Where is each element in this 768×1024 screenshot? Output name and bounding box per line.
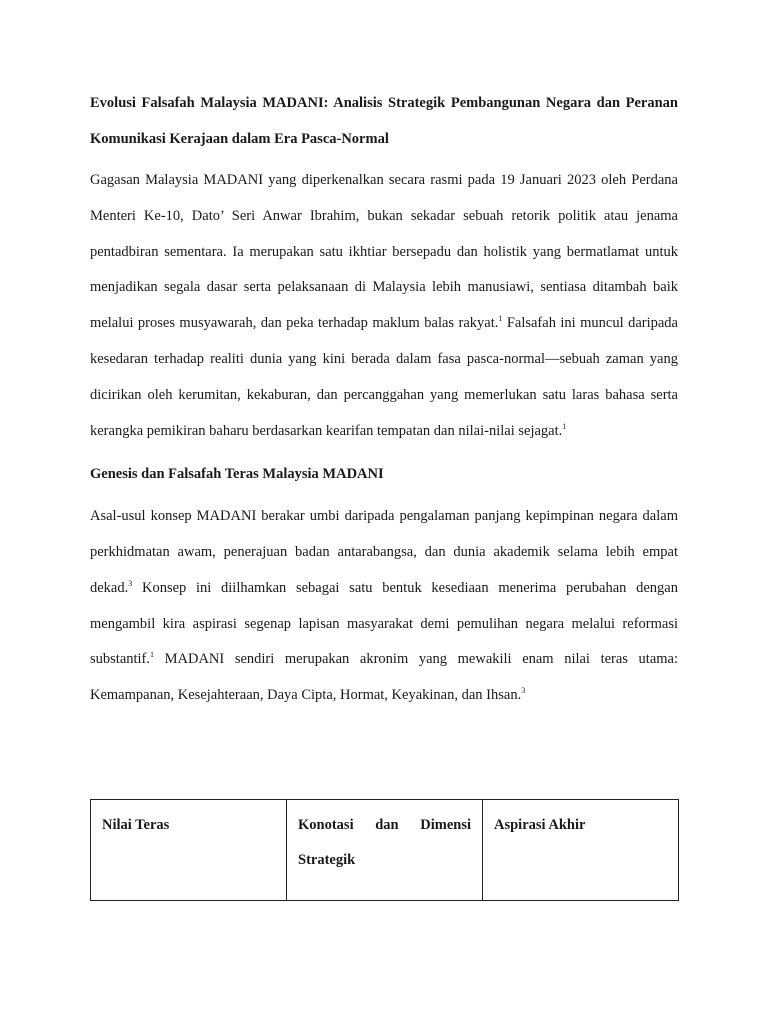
document-page xyxy=(90,86,678,714)
footnote-ref[interactable]: 3 xyxy=(521,686,526,696)
section-paragraph xyxy=(90,499,678,714)
section-text-2: Konsep ini diilhamkan sebagai satu bentuk kesediaan menerima perubahan dengan mengambil kira aspirasi segenap lapisan masyarakat demi pemulihan negara melalui reformasi substantif. xyxy=(90,579,678,668)
intro-text-1: Gagasan Malaysia MADANI yang diperkenalkan secara rasmi pada 19 Januari 2023 oleh Perdana Menteri Ke-10, Dato’ Seri Anwar Ibrahim, bukan sekadar sebuah retorik politik atau jenama pentadbiran sementara. Ia merupakan satu ikhtiar bersepadu dan holistik yang bermatlamat untuk menjadikan segala dasar serta pelaksanaan di Malaysia lebih manusiawi, sentiasa ditambah baik melalui proses musyawarah, dan peka terhadap maklum balas rakyat. xyxy=(90,172,678,332)
section-heading: Genesis dan Falsafah Teras Malaysia MADANI xyxy=(90,466,384,483)
footnote-ref[interactable]: 3 xyxy=(128,578,133,588)
footnote-ref[interactable]: 1 xyxy=(498,314,503,324)
section-text-1: Asal-usul konsep MADANI berakar umbi daripada pengalaman panjang kepimpinan negara dalam perkhidmatan awam, penerajuan badan antarabangsa, dan dunia akademik selama lebih empat dekad. xyxy=(90,508,678,596)
table-header-cell: Konotasi dan Dimensi Strategik xyxy=(287,800,483,901)
document-title: Evolusi Falsafah Malaysia MADANI: Analisis Strategik Pembangunan Negara dan Peranan Komunikasi Kerajaan dalam Era Pasca-Normal xyxy=(90,95,678,147)
table-header-row xyxy=(91,800,679,901)
table-header-cell: Nilai Teras xyxy=(91,800,287,901)
intro-paragraph xyxy=(90,163,678,449)
footnote-ref[interactable]: 1 xyxy=(562,421,567,431)
footnote-ref[interactable]: 1 xyxy=(150,650,155,660)
section-text-3: MADANI sendiri merupakan akronim yang mewakili enam nilai teras utama: Kemampanan, Kesejahteraan, Daya Cipta, Hormat, Keyakinan, dan Ihsan. xyxy=(90,651,678,704)
table-header-cell: Aspirasi Akhir xyxy=(483,800,679,901)
intro-text-2: Falsafah ini muncul daripada kesedaran terhadap realiti dunia yang kini berada dalam fasa pasca-normal—sebuah zaman yang dicirikan oleh kerumitan, kekaburan, dan percanggahan yang memerlukan satu laras bahasa serta kerangka pemikiran baharu berdasarkan kearifan tempatan dan nilai-nilai sejagat. xyxy=(90,315,678,439)
core-values-table xyxy=(90,799,679,901)
